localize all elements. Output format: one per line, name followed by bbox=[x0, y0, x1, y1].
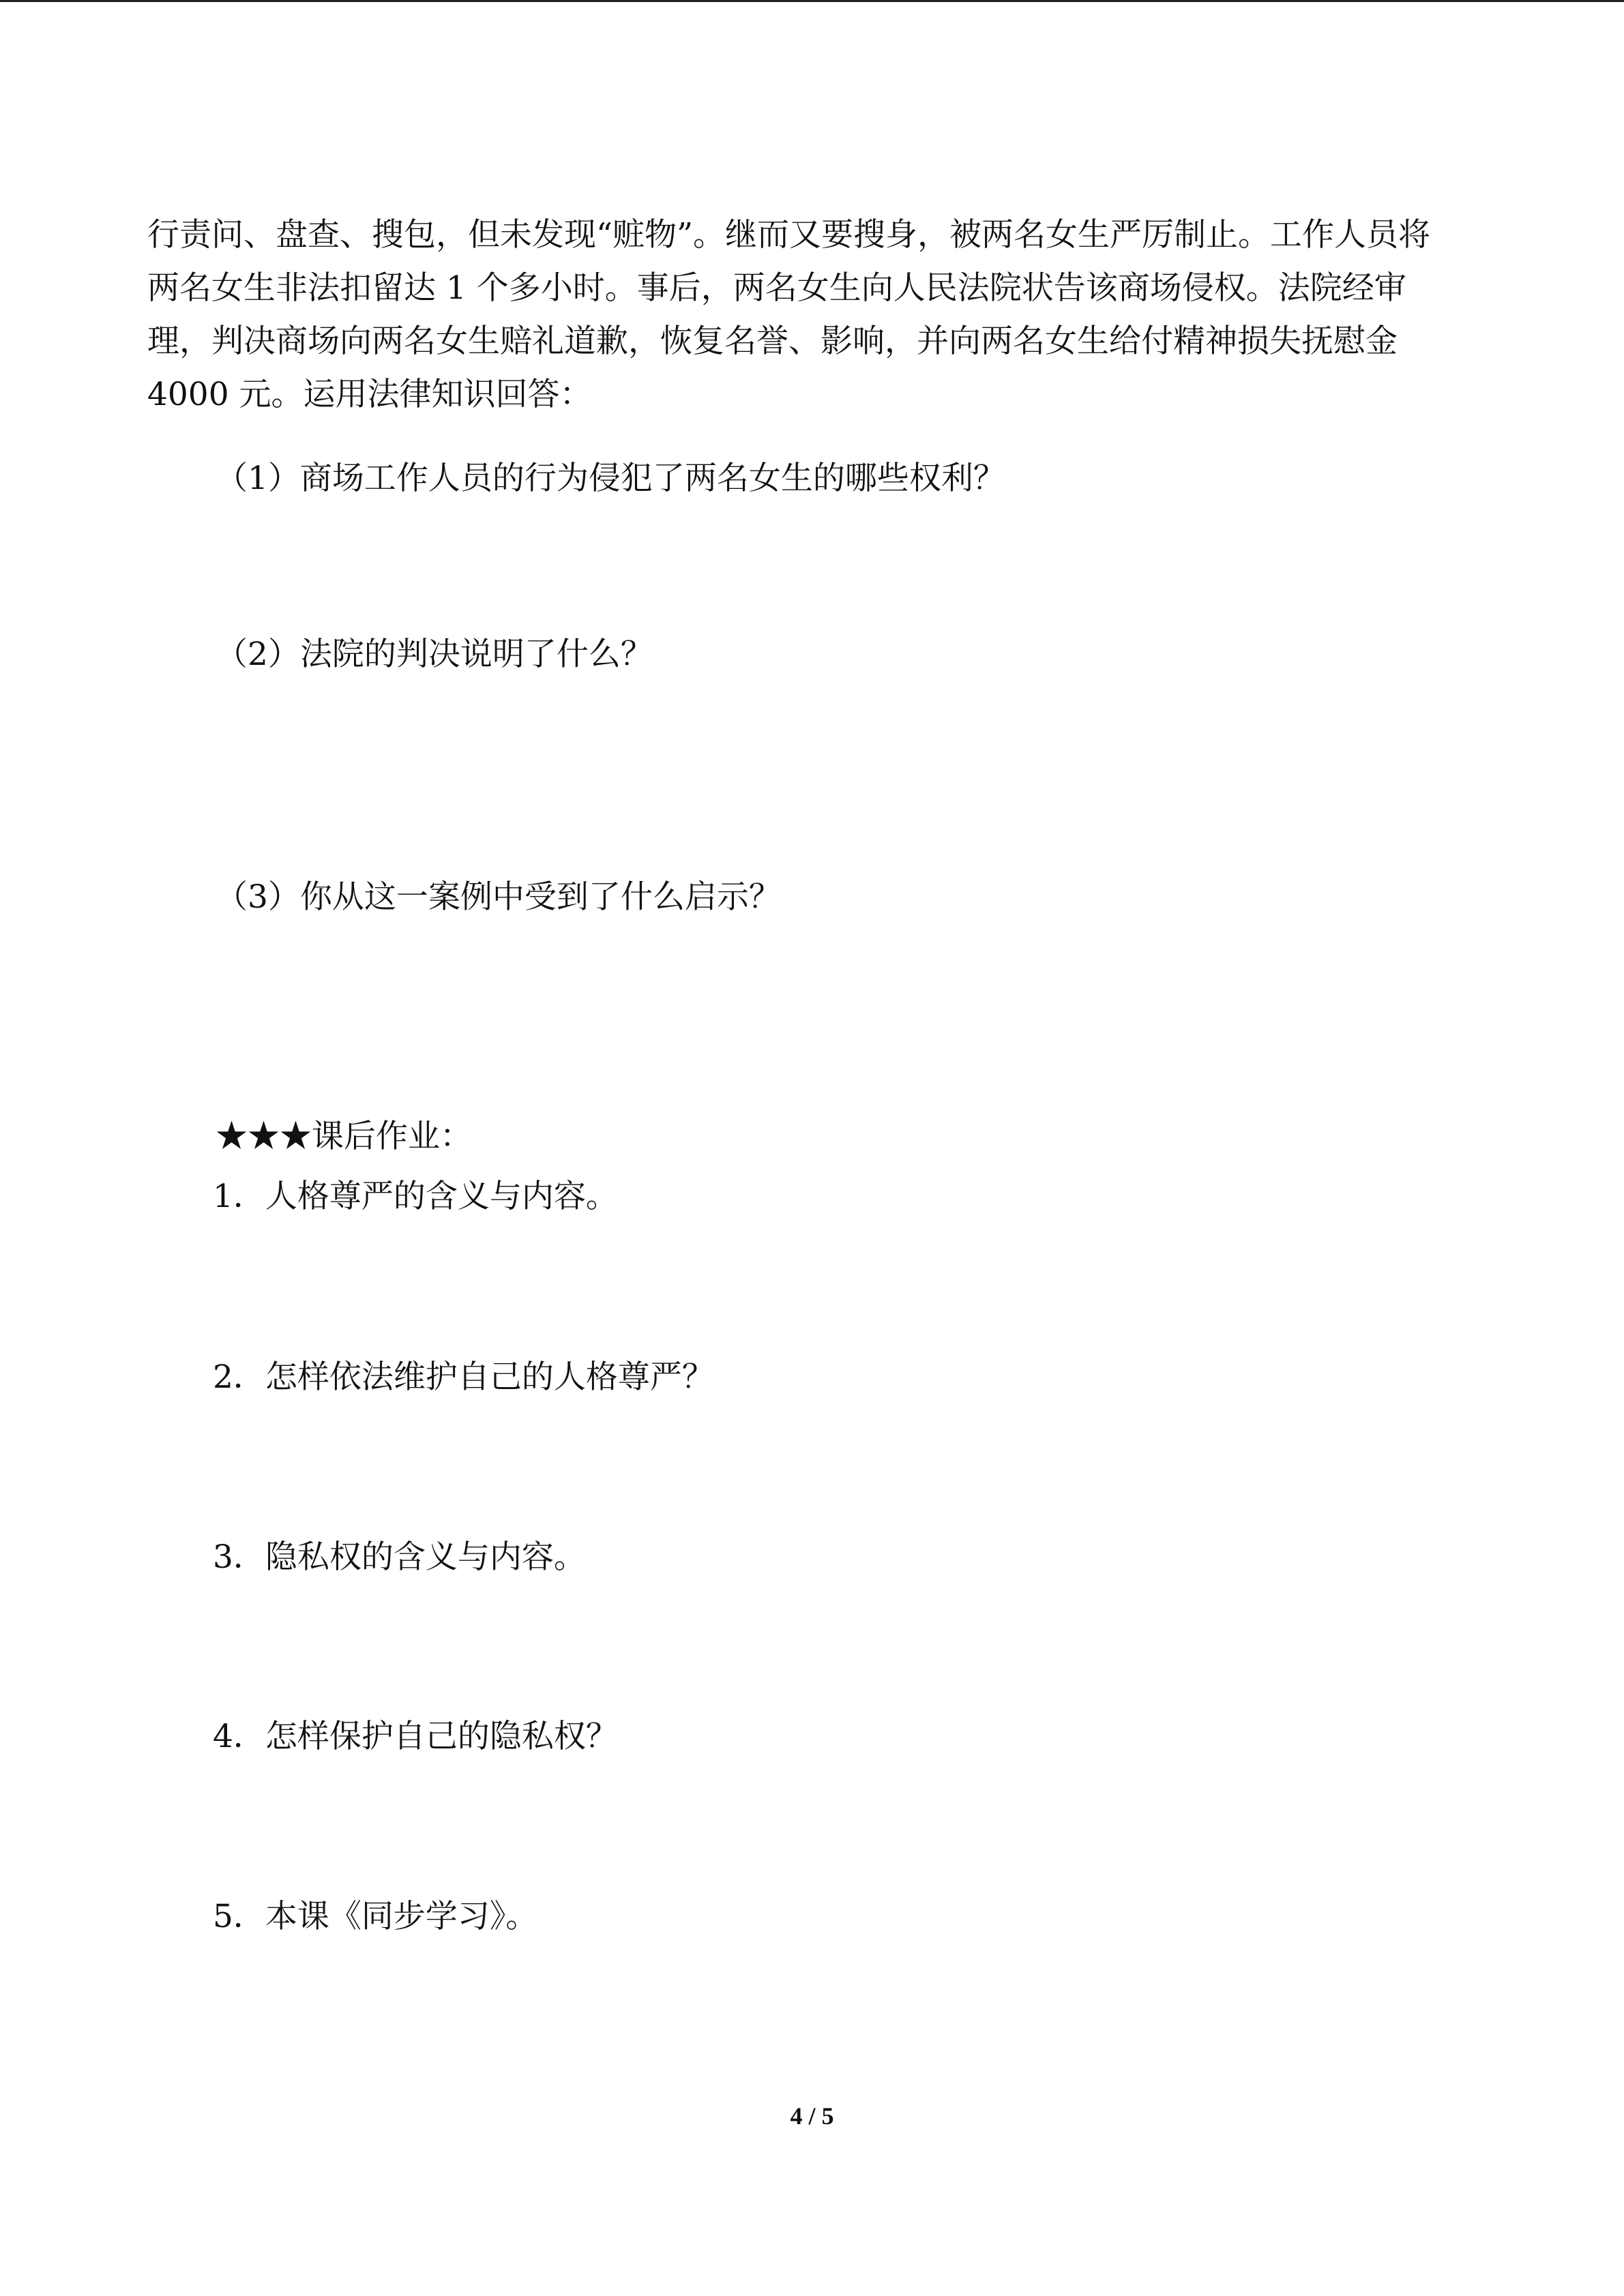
case-line: 行责问、盘查、搜包，但未发现“赃物”。继而又要搜身，被两名女生严厉制止。工作人员将 bbox=[147, 216, 1431, 254]
homework-item: 5．本课《同步学习》。 bbox=[213, 1898, 538, 1935]
question-2: （2）法院的判决说明了什么？ bbox=[216, 636, 653, 673]
homework-item: 1．人格尊严的含义与内容。 bbox=[213, 1178, 618, 1215]
top-border-line bbox=[0, 0, 1624, 2]
homework-title: ★★★课后作业： bbox=[216, 1118, 472, 1155]
question-1: （1）商场工作人员的行为侵犯了两名女生的哪些权利？ bbox=[216, 460, 1005, 497]
homework-item: 2．怎样依法维护自己的人格尊严？ bbox=[213, 1358, 714, 1396]
case-line: 理，判决商场向两名女生赔礼道歉，恢复名誉、影响，并向两名女生给付精神损失抚慰金 bbox=[147, 323, 1398, 360]
homework-item: 4．怎样保护自己的隐私权？ bbox=[213, 1718, 618, 1755]
case-line: 4000 元。运用法律知识回答： bbox=[147, 376, 592, 413]
homework-item: 3．隐私权的含义与内容。 bbox=[213, 1538, 586, 1576]
case-paragraph bbox=[147, 209, 1484, 421]
question-3: （3）你从这一案例中受到了什么启示？ bbox=[216, 878, 781, 916]
page-number: 4 / 5 bbox=[790, 2102, 834, 2130]
case-line: 两名女生非法扣留达 1 个多小时。事后，两名女生向人民法院状告该商场侵权。法院经审 bbox=[147, 269, 1406, 307]
